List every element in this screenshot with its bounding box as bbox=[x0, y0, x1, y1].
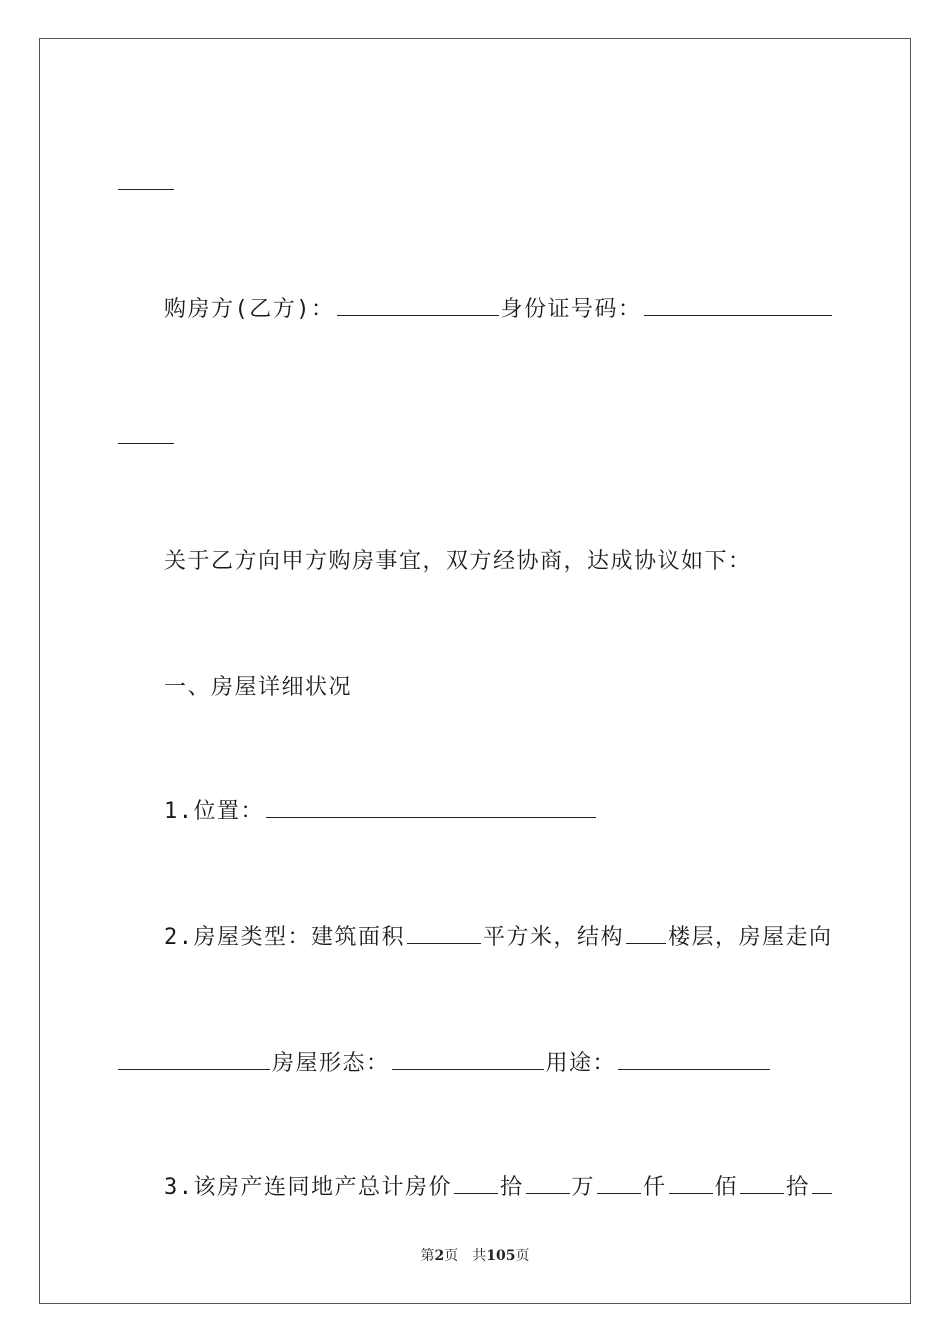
unit-shi: 拾 bbox=[500, 1175, 524, 1200]
unit-shi-2: 拾 bbox=[786, 1175, 810, 1200]
continuation-blank-2 bbox=[116, 423, 176, 453]
item-2-continuation bbox=[116, 1049, 772, 1079]
intro-paragraph bbox=[164, 547, 752, 577]
location-label: 1.位置： bbox=[164, 799, 264, 824]
price-blank bbox=[740, 1191, 784, 1194]
item-2-house-type bbox=[164, 923, 833, 953]
section-heading bbox=[164, 673, 352, 703]
intro-text: 关于乙方向甲方购房事宜，双方经协商，达成协议如下： bbox=[164, 549, 752, 574]
section-1-title: 一、房屋详细状况 bbox=[164, 675, 353, 700]
unit-wan: 万 bbox=[571, 1175, 596, 1200]
price-label: 3.该房产连同地产总计房价 bbox=[164, 1175, 452, 1200]
usage-blank bbox=[618, 1067, 770, 1070]
continuation-blank-1 bbox=[116, 169, 176, 199]
current-page-number: 2 bbox=[434, 1248, 445, 1264]
total-page-number: 105 bbox=[486, 1248, 516, 1264]
id-number-label: 身份证号码： bbox=[500, 297, 642, 322]
document-page bbox=[39, 38, 911, 1304]
footer-mid: 页 共 bbox=[444, 1248, 487, 1264]
structure-label: 平方米，结构 bbox=[483, 925, 625, 950]
price-blank bbox=[669, 1191, 713, 1194]
area-blank bbox=[407, 941, 481, 944]
footer-suffix: 页 bbox=[515, 1248, 530, 1264]
buyer-name-blank bbox=[337, 313, 499, 316]
buyer-line bbox=[164, 295, 834, 325]
id-number-blank bbox=[644, 313, 832, 316]
usage-label: 用途： bbox=[545, 1051, 617, 1076]
blank-field bbox=[118, 441, 174, 444]
item-3-price bbox=[164, 1173, 834, 1203]
price-blank bbox=[597, 1191, 641, 1194]
house-form-label: 房屋形态： bbox=[272, 1051, 390, 1076]
location-blank bbox=[266, 815, 596, 818]
price-blank bbox=[454, 1191, 498, 1194]
floor-blank bbox=[626, 941, 666, 944]
orientation-blank bbox=[118, 1067, 270, 1070]
item-1-location bbox=[164, 797, 598, 827]
footer-prefix: 第 bbox=[420, 1248, 435, 1264]
orientation-label: 楼层，房屋走向 bbox=[668, 925, 833, 950]
price-blank bbox=[526, 1191, 570, 1194]
buyer-label: 购房方(乙方)： bbox=[164, 297, 335, 322]
house-type-label: 2.房屋类型：建筑面积 bbox=[164, 925, 405, 950]
unit-bai: 佰 bbox=[714, 1175, 739, 1200]
blank-field bbox=[118, 187, 174, 190]
unit-qian: 仟 bbox=[643, 1175, 667, 1200]
price-blank bbox=[812, 1191, 832, 1194]
house-form-blank bbox=[392, 1067, 544, 1070]
page-footer bbox=[40, 1245, 910, 1265]
